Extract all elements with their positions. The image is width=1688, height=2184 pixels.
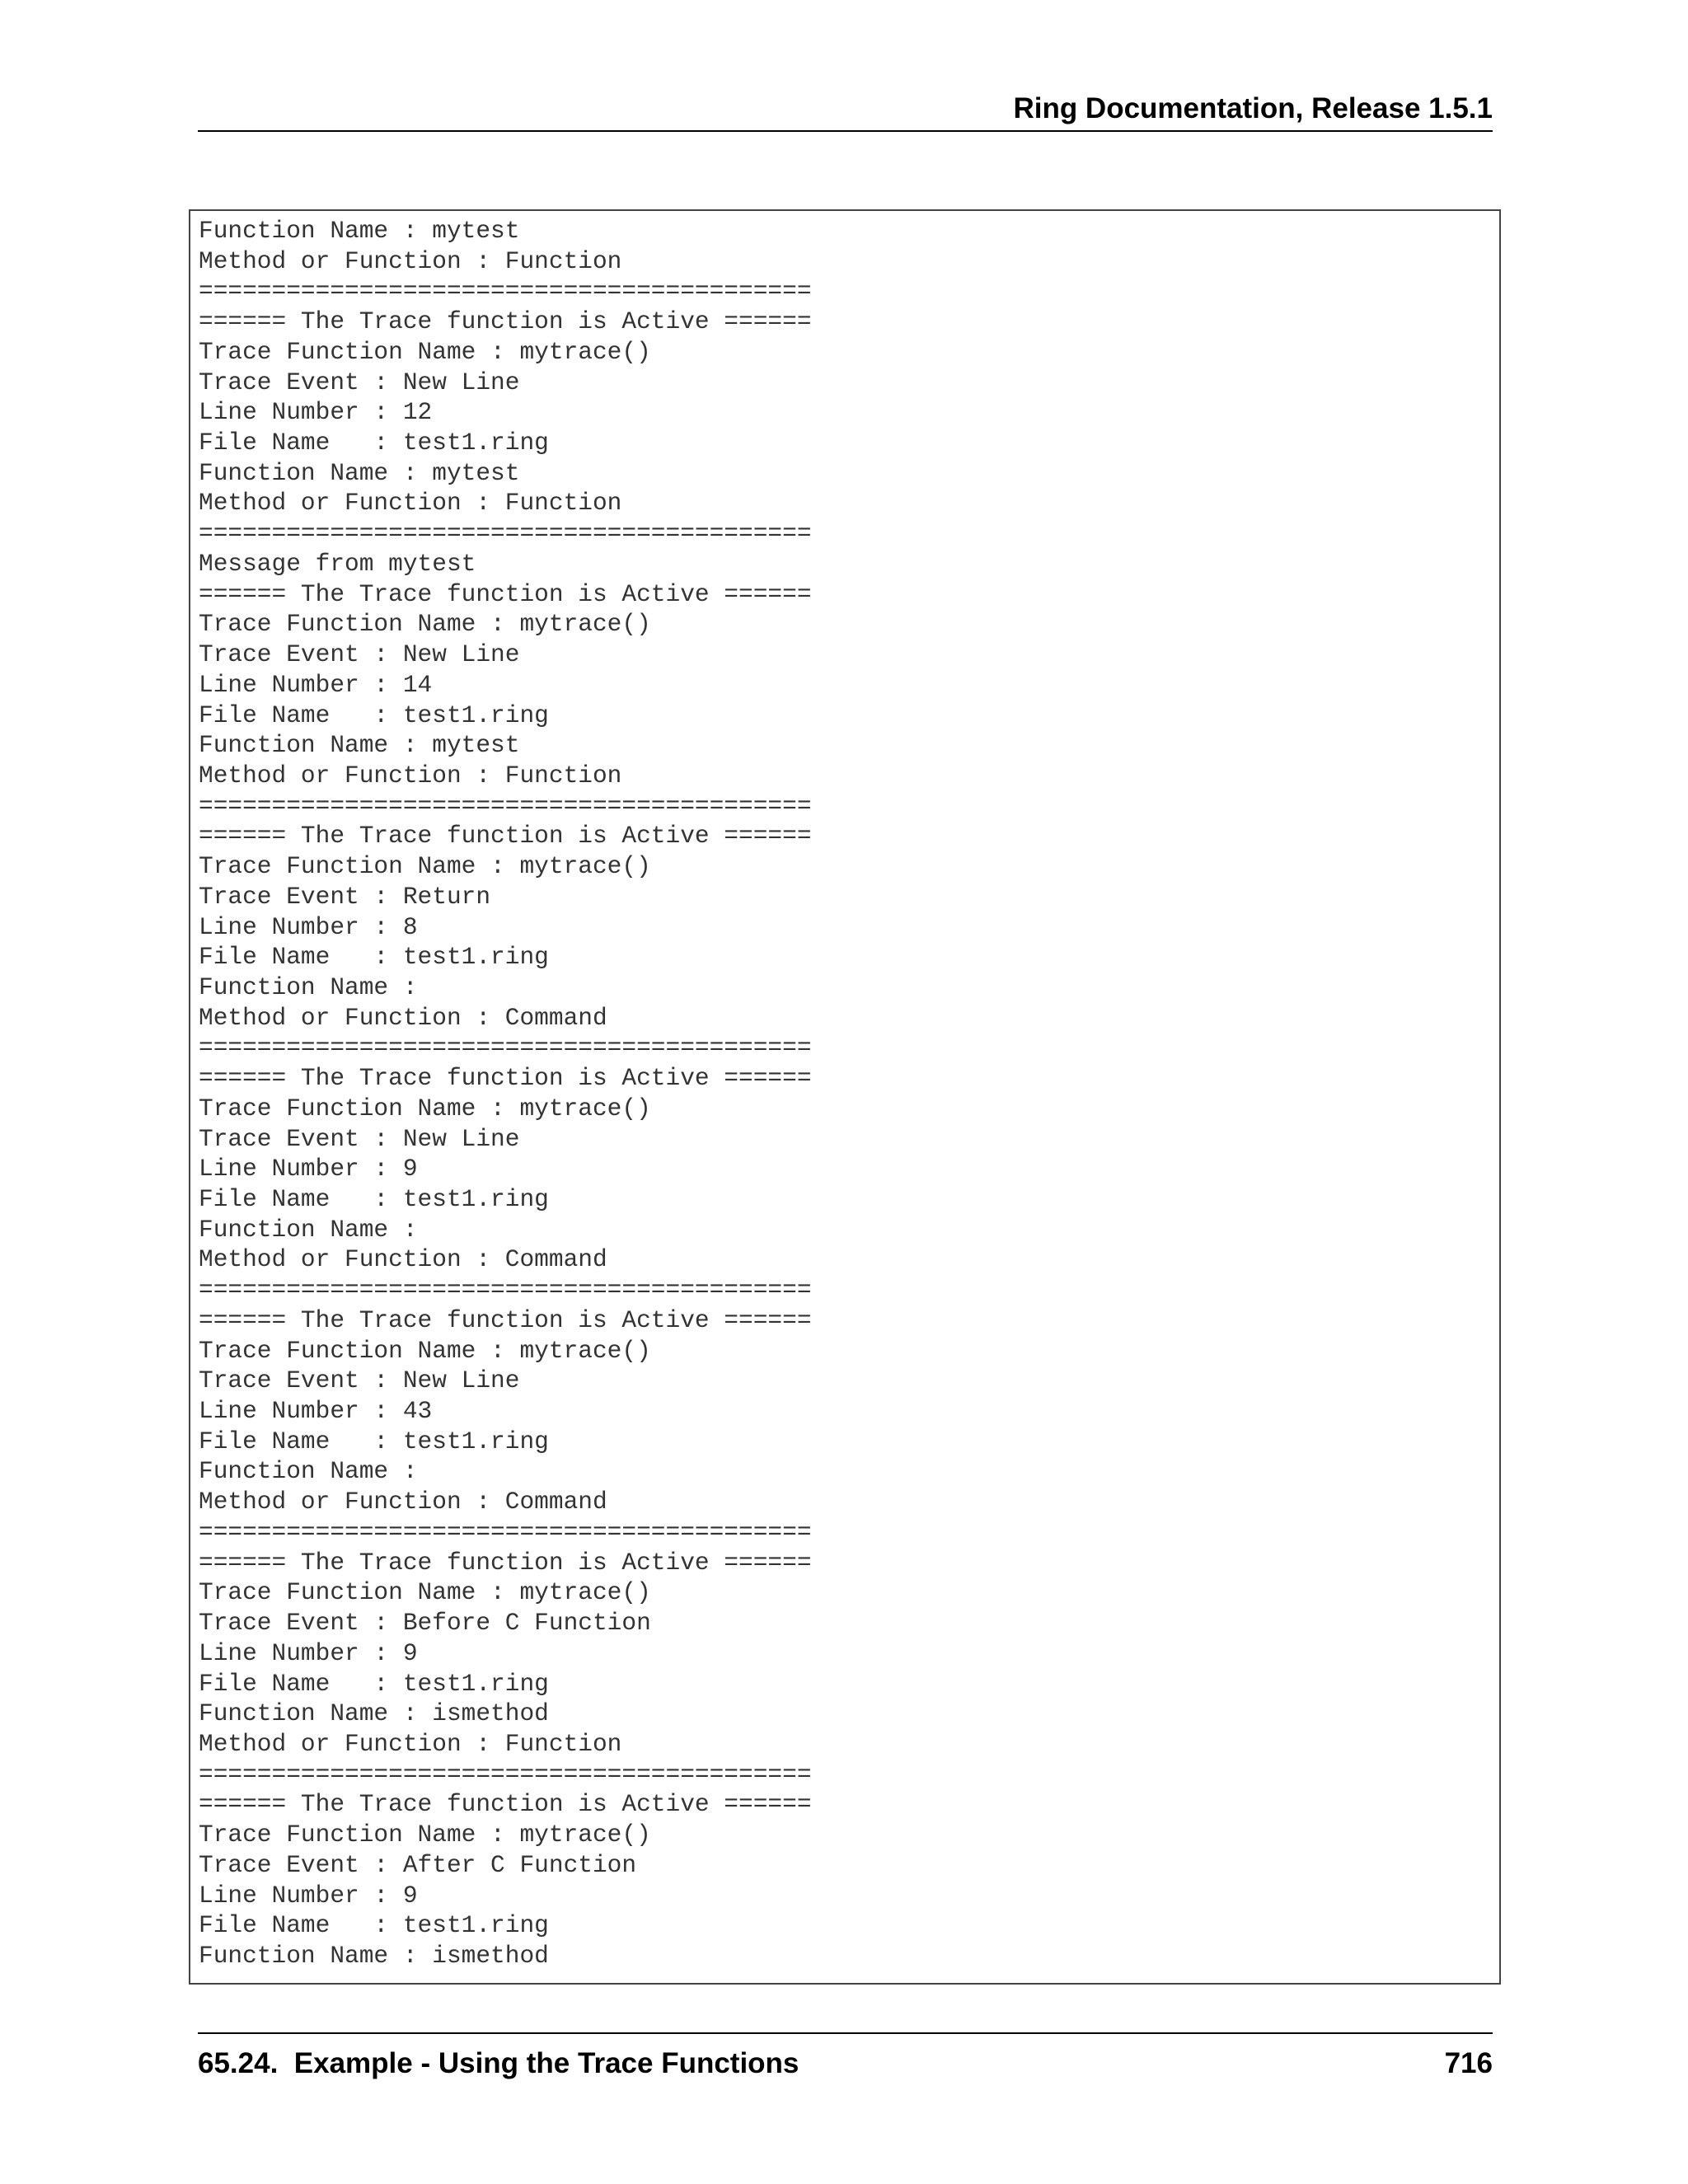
code-line: Function Name : mytest bbox=[199, 458, 520, 487]
code-line: Method or Function : Command bbox=[199, 1003, 607, 1032]
code-line: Trace Function Name : mytrace() bbox=[199, 1336, 651, 1365]
page-number: 716 bbox=[1444, 2047, 1493, 2079]
code-line: File Name : test1.ring bbox=[199, 1669, 549, 1698]
code-line: ========================================== bbox=[199, 1517, 812, 1546]
code-line: Line Number : 9 bbox=[199, 1881, 418, 1910]
section-title: 65.24. Example - Using the Trace Functions bbox=[198, 2047, 799, 2079]
code-line: ========================================== bbox=[199, 791, 812, 820]
code-line: ====== The Trace function is Active ====== bbox=[199, 822, 812, 851]
page-footer bbox=[198, 2032, 1493, 2079]
document-title: Ring Documentation, Release 1.5.1 bbox=[1013, 92, 1493, 124]
code-line: Function Name : bbox=[199, 972, 418, 1001]
code-line: Message from mytest bbox=[199, 549, 476, 578]
page-header bbox=[198, 89, 1493, 132]
code-line: Function Name : mytest bbox=[199, 731, 520, 760]
code-line: Line Number : 9 bbox=[199, 1638, 418, 1667]
code-line: ========================================== bbox=[199, 1033, 812, 1062]
code-line: ========================================== bbox=[199, 1760, 812, 1788]
code-line: ====== The Trace function is Active ====== bbox=[199, 1548, 812, 1577]
code-line: Trace Event : New Line bbox=[199, 1124, 520, 1153]
code-line: Line Number : 43 bbox=[199, 1397, 433, 1426]
code-line: File Name : test1.ring bbox=[199, 1185, 549, 1213]
code-line: Trace Function Name : mytrace() bbox=[199, 1821, 651, 1849]
code-line: Trace Event : New Line bbox=[199, 368, 520, 396]
code-lines bbox=[199, 216, 812, 1971]
code-line: Trace Function Name : mytrace() bbox=[199, 337, 651, 366]
code-line: File Name : test1.ring bbox=[199, 1427, 549, 1455]
code-line: Trace Event : After C Function bbox=[199, 1850, 637, 1879]
code-line: Trace Function Name : mytrace() bbox=[199, 1094, 651, 1122]
code-line: ====== The Trace function is Active ====== bbox=[199, 579, 812, 608]
code-line: ========================================== bbox=[199, 277, 812, 306]
code-line: File Name : test1.ring bbox=[199, 429, 549, 457]
code-line: Line Number : 8 bbox=[199, 912, 418, 941]
code-block bbox=[189, 209, 1501, 1985]
code-line: Method or Function : Function bbox=[199, 489, 622, 518]
code-line: ========================================== bbox=[199, 519, 812, 548]
code-line: File Name : test1.ring bbox=[199, 701, 549, 729]
code-line: Trace Event : New Line bbox=[199, 640, 520, 669]
code-line: ====== The Trace function is Active ====== bbox=[199, 1305, 812, 1334]
code-line: Trace Function Name : mytrace() bbox=[199, 1578, 651, 1607]
code-line: ====== The Trace function is Active ====== bbox=[199, 1064, 812, 1093]
code-line: Method or Function : Function bbox=[199, 246, 622, 275]
code-line: File Name : test1.ring bbox=[199, 1911, 549, 1940]
code-line: Function Name : bbox=[199, 1457, 418, 1486]
code-line: ====== The Trace function is Active ====== bbox=[199, 1790, 812, 1819]
code-line: Function Name : ismethod bbox=[199, 1941, 549, 1970]
code-line: ========================================== bbox=[199, 1276, 812, 1305]
code-line: Trace Function Name : mytrace() bbox=[199, 852, 651, 881]
code-line: Method or Function : Command bbox=[199, 1488, 607, 1516]
code-line: Function Name : bbox=[199, 1215, 418, 1244]
code-line: File Name : test1.ring bbox=[199, 943, 549, 972]
code-line: Function Name : mytest bbox=[199, 217, 520, 245]
code-line: Method or Function : Command bbox=[199, 1245, 607, 1274]
code-line: Function Name : ismethod bbox=[199, 1699, 549, 1728]
code-line: Trace Event : New Line bbox=[199, 1366, 520, 1395]
code-line: ====== The Trace function is Active ====== bbox=[199, 307, 812, 336]
code-line: Line Number : 9 bbox=[199, 1155, 418, 1183]
code-line: Trace Event : Return bbox=[199, 882, 491, 911]
code-line: Line Number : 12 bbox=[199, 398, 433, 427]
code-line: Method or Function : Function bbox=[199, 1729, 622, 1758]
code-line: Method or Function : Function bbox=[199, 761, 622, 790]
code-line: Trace Function Name : mytrace() bbox=[199, 610, 651, 639]
code-line: Trace Event : Before C Function bbox=[199, 1609, 651, 1638]
code-line: Line Number : 14 bbox=[199, 670, 433, 699]
